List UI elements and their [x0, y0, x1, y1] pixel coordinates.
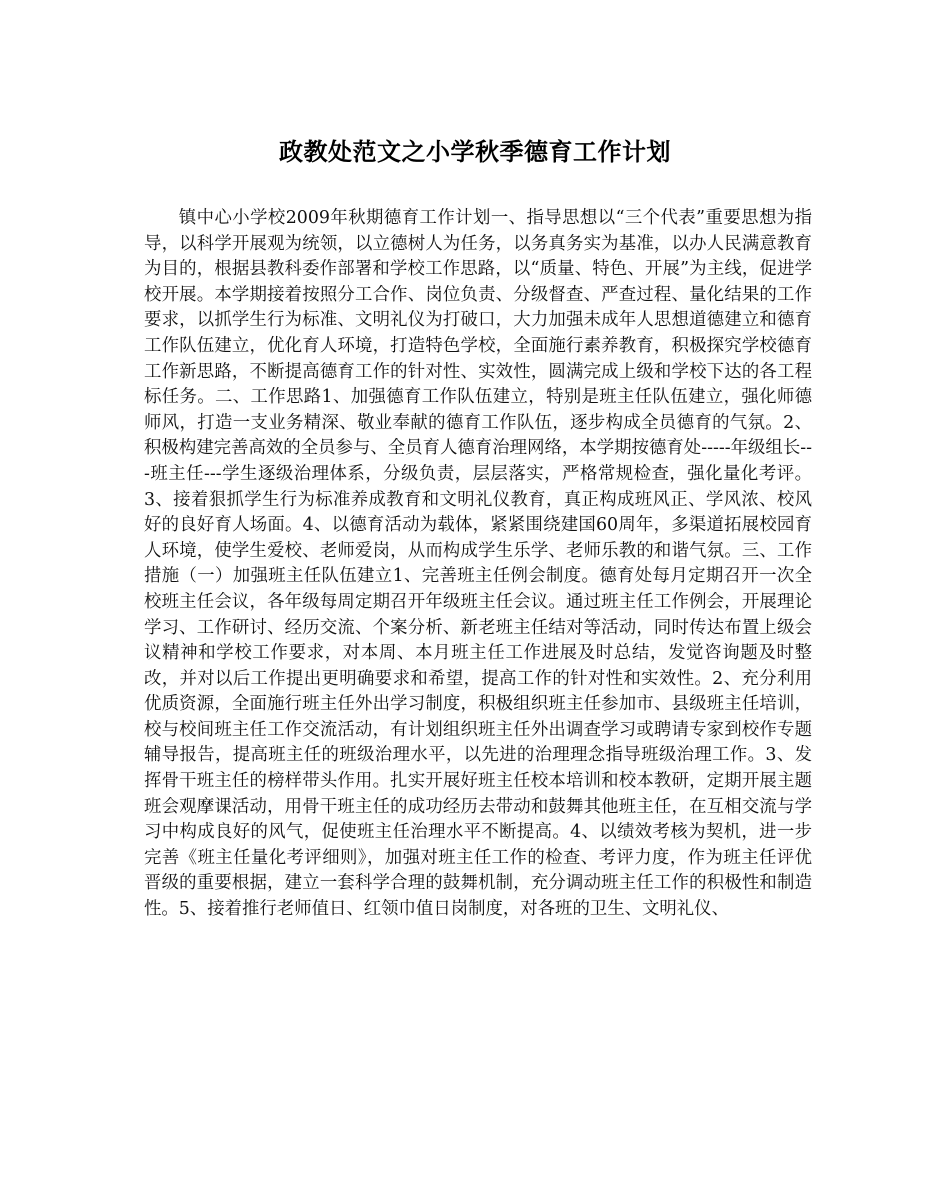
document-title: 政教处范文之小学秋季德育工作计划: [279, 137, 671, 166]
document-body-paragraph: 镇中心小学校2009年秋期德育工作计划一、指导思想以“三个代表”重要思想为指导，以科学开展观为统领，以立德树人为任务，以务真务实为基准，以办人民满意教育为目的，根据县教科委作部署和学校工作思路，以“质量、特色、开展”为主线，促进学校开展。本学期接着按照分工合作、岗位负责、分级督查、严查过程、量化结果的工作要求，以抓学生行为标准、文明礼仪为打破口，大力加强未成年人思想道德建立和德育工作队伍建立，优化育人环境，打造特色学校，全面施行素养教育，积极探究学校德育工作新思路，不断提高德育工作的针对性、实效性，圆满完成上级和学校下达的各工程标任务。二、工作思路1、加强德育工作队伍建立，特别是班主任队伍建立，强化师德师风，打造一支业务精深、敬业奉献的德育工作队伍，逐步构成全员德育的气氛。2、积极构建完善高效的全员参与、全员育人德育治理网络，本学期按德育处-----年级组长---班主任---学生逐级治理体系，分级负责，层层落实，严格常规检查，强化量化考评。3、接着狠抓学生行为标准养成教育和文明礼仪教育，真正构成班风正、学风浓、校风好的良好育人场面。4、以德育活动为载体，紧紧围绕建国60周年，多渠道拓展校园育人环境，使学生爱校、老师爱岗，从而构成学生乐学、老师乐教的和谐气氛。三、工作措施（一）加强班主任队伍建立1、完善班主任例会制度。德育处每月定期召开一次全校班主任会议，各年级每周定期召开年级班主任会议。通过班主任工作例会，开展理论学习、工作研讨、经历交流、个案分析、新老班主任结对等活动，同时传达布置上级会议精神和学校工作要求，对本周、本月班主任工作进展及时总结，发觉咨询题及时整改，并对以后工作提出更明确要求和希望，提高工作的针对性和实效性。2、充分利用优质资源，全面施行班主任外出学习制度，积极组织班主任参加市、县级班主任培训，校与校间班主任工作交流活动，有计划组织班主任外出调查学习或聘请专家到校作专题辅导报告，提高班主任的班级治理水平，以先进的治理理念指导班级治理工作。3、发挥骨干班主任的榜样带头作用。扎实开展好班主任校本培训和校本教研，定期开展主题班会观摩课活动，用骨干班主任的成功经历去带动和鼓舞其他班主任，在互相交流与学习中构成良好的风气，促使班主任治理水平不断提高。4、以绩效考核为契机，进一步完善《班主任量化考评细则》，加强对班主任工作的检查、考评力度，作为班主任评优晋级的重要根据，建立一套科学合理的鼓舞机制，充分调动班主任工作的积极性和制造性。5、接着推行老师值日、红领巾值日岗制度，对各班的卫生、文明礼仪、: [144, 208, 812, 920]
